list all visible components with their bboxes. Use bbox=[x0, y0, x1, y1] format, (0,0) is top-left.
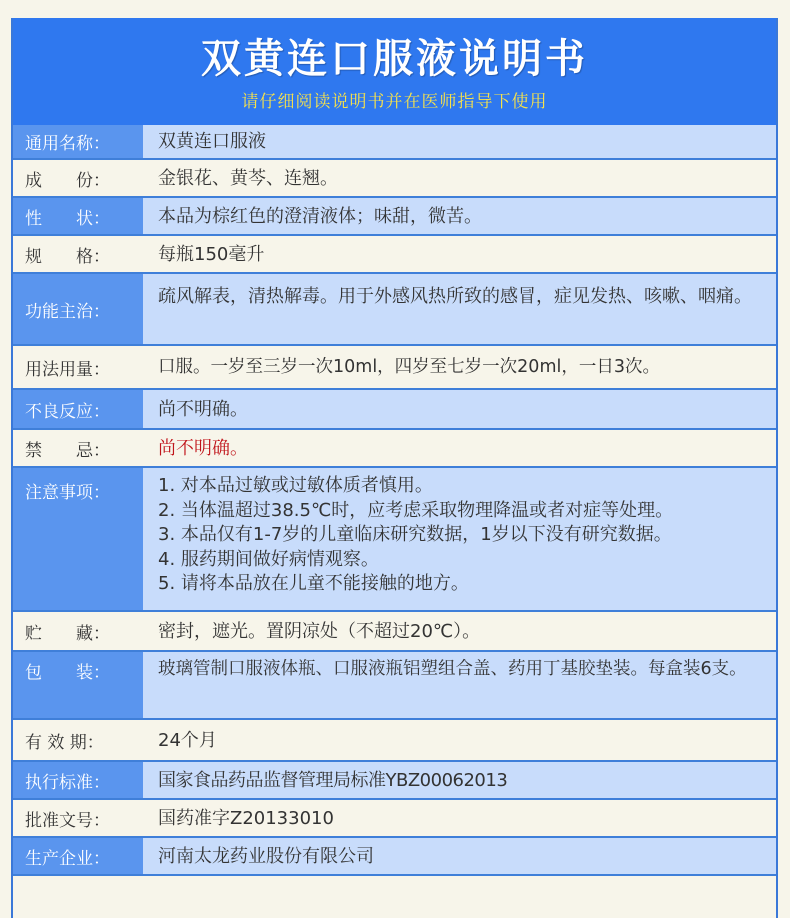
row-precautions bbox=[13, 468, 776, 612]
row-value: 24个月 bbox=[143, 720, 776, 760]
row-label: 批准文号： bbox=[13, 800, 143, 836]
row-value: 双黄连口服液 bbox=[143, 125, 776, 158]
row-label: 通用名称： bbox=[13, 125, 143, 158]
row-label: 不良反应： bbox=[13, 390, 143, 428]
leaflet-header bbox=[13, 18, 776, 125]
row-shelf-life bbox=[13, 720, 776, 762]
row-label: 用法用量： bbox=[13, 346, 143, 388]
row-appearance bbox=[13, 198, 776, 236]
row-indications bbox=[13, 274, 776, 346]
row-value-warning: 尚不明确。 bbox=[143, 430, 776, 466]
row-manufacturer bbox=[13, 838, 776, 876]
precautions-list bbox=[143, 468, 776, 610]
precaution-item: 4. 服药期间做好病情观察。 bbox=[158, 548, 379, 570]
row-label: 功能主治： bbox=[13, 274, 143, 344]
row-value: 每瓶150毫升 bbox=[143, 236, 776, 272]
row-value: 疏风解表，清热解毒。用于外感风热所致的感冒，症见发热、咳嗽、咽痛。 bbox=[143, 274, 776, 344]
row-ingredients bbox=[13, 160, 776, 198]
row-storage bbox=[13, 612, 776, 652]
row-value: 本品为棕红色的澄清液体；味甜，微苦。 bbox=[143, 198, 776, 234]
row-value: 口服。一岁至三岁一次10ml，四岁至七岁一次20ml，一日3次。 bbox=[143, 346, 776, 388]
precaution-item: 2. 当体温超过38.5℃时，应考虑采取物理降温或者对症等处理。 bbox=[158, 499, 674, 521]
page-subtitle: 请仔细阅读说明书并在医师指导下使用 bbox=[241, 92, 548, 112]
row-value: 玻璃管制口服液体瓶、口服液瓶铝塑组合盖、药用丁基胶垫装。每盒装6支。 bbox=[143, 652, 776, 718]
row-value: 国家食品药品监督管理局标准YBZ00062013 bbox=[143, 762, 776, 798]
row-approval-number bbox=[13, 800, 776, 838]
row-label: 生产企业： bbox=[13, 838, 143, 874]
blank-area bbox=[13, 876, 776, 906]
row-value: 密封，遮光。置阴凉处（不超过20℃）。 bbox=[143, 612, 776, 650]
row-value: 金银花、黄芩、连翘。 bbox=[143, 160, 776, 196]
row-dosage bbox=[13, 346, 776, 390]
page-title: 双黄连口服液说明书 bbox=[201, 36, 588, 82]
row-label: 禁 忌： bbox=[13, 430, 143, 466]
row-value: 尚不明确。 bbox=[143, 390, 776, 428]
row-label: 规 格： bbox=[13, 236, 143, 272]
row-label: 贮 藏： bbox=[13, 612, 143, 650]
precaution-item: 3. 本品仅有1-7岁的儿童临床研究数据，1岁以下没有研究数据。 bbox=[158, 524, 672, 545]
row-specification bbox=[13, 236, 776, 274]
leaflet bbox=[11, 18, 778, 918]
row-label: 有 效 期： bbox=[13, 720, 143, 760]
row-label: 性 状： bbox=[13, 198, 143, 234]
row-value: 河南太龙药业股份有限公司 bbox=[143, 838, 776, 874]
row-label: 注意事项： bbox=[13, 468, 143, 610]
row-label: 成 份： bbox=[13, 160, 143, 196]
precaution-item: 1. 对本品过敏或过敏体质者慎用。 bbox=[158, 475, 433, 496]
row-packaging bbox=[13, 652, 776, 720]
row-label: 执行标准： bbox=[13, 762, 143, 798]
row-generic-name bbox=[13, 125, 776, 160]
row-label: 包 装： bbox=[13, 652, 143, 718]
precaution-item: 5. 请将本品放在儿童不能接触的地方。 bbox=[158, 573, 469, 594]
row-standard bbox=[13, 762, 776, 800]
row-adverse-reactions bbox=[13, 390, 776, 430]
row-value: 国药准字Z20133010 bbox=[143, 800, 776, 836]
row-contraindications bbox=[13, 430, 776, 468]
